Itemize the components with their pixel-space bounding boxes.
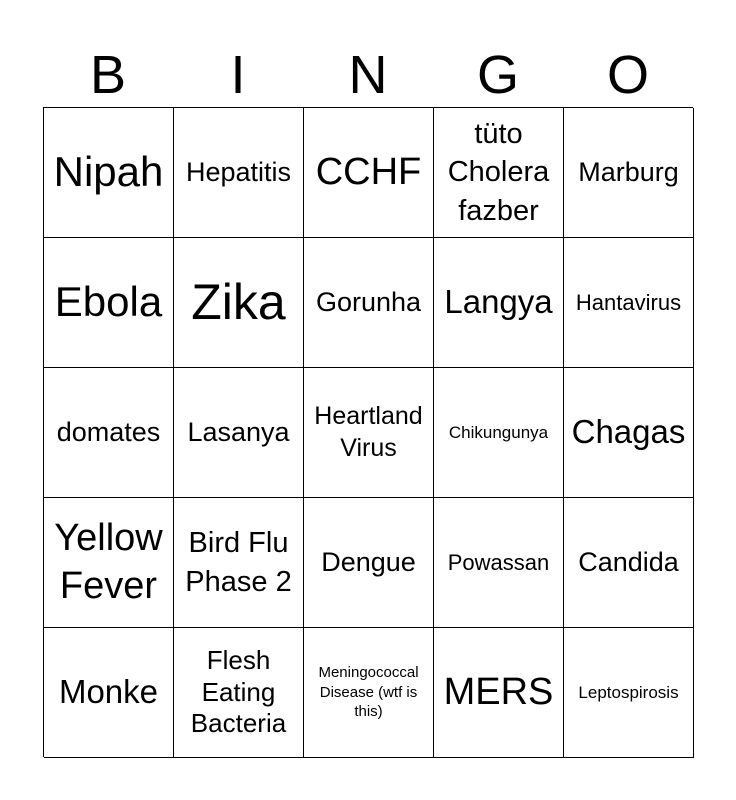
header-letter-o: O — [606, 45, 649, 105]
bingo-cell[interactable]: Heartland Virus — [304, 368, 434, 498]
bingo-cell[interactable]: Hantavirus — [564, 238, 694, 368]
bingo-cell[interactable]: Langya — [434, 238, 564, 368]
bingo-cell[interactable]: tüto Cholera fazber — [434, 108, 564, 238]
bingo-cell[interactable]: Gorunha — [304, 238, 434, 368]
bingo-cell[interactable]: Hepatitis — [174, 108, 304, 238]
bingo-cell[interactable]: Flesh Eating Bacteria — [174, 628, 304, 758]
bingo-cell[interactable]: Meningococcal Disease (wtf is this) — [304, 628, 434, 758]
bingo-cell[interactable]: Dengue — [304, 498, 434, 628]
header-letter-b: B — [89, 45, 127, 105]
bingo-cell[interactable]: MERS — [434, 628, 564, 758]
bingo-cell[interactable]: Leptospirosis — [564, 628, 694, 758]
bingo-cell[interactable]: Chagas — [564, 368, 694, 498]
bingo-cell[interactable]: Chikungunya — [434, 368, 564, 498]
bingo-cell[interactable]: Zika — [174, 238, 304, 368]
header-letter-g: G — [476, 45, 519, 105]
bingo-cell[interactable]: Nipah — [44, 108, 174, 238]
header-letter-i: I — [230, 45, 246, 105]
bingo-cell[interactable]: domates — [44, 368, 174, 498]
bingo-cell[interactable]: Lasanya — [174, 368, 304, 498]
bingo-cell[interactable]: Ebola — [44, 238, 174, 368]
bingo-cell[interactable]: Yellow Fever — [44, 498, 174, 628]
header-letter-n: N — [348, 45, 388, 105]
bingo-cell[interactable]: Bird Flu Phase 2 — [174, 498, 304, 628]
bingo-cell[interactable]: Candida — [564, 498, 694, 628]
bingo-cell[interactable]: Monke — [44, 628, 174, 758]
bingo-board — [43, 107, 693, 757]
bingo-cell[interactable]: Marburg — [564, 108, 694, 238]
bingo-header — [43, 45, 693, 105]
bingo-cell[interactable]: Powassan — [434, 498, 564, 628]
bingo-cell[interactable]: CCHF — [304, 108, 434, 238]
